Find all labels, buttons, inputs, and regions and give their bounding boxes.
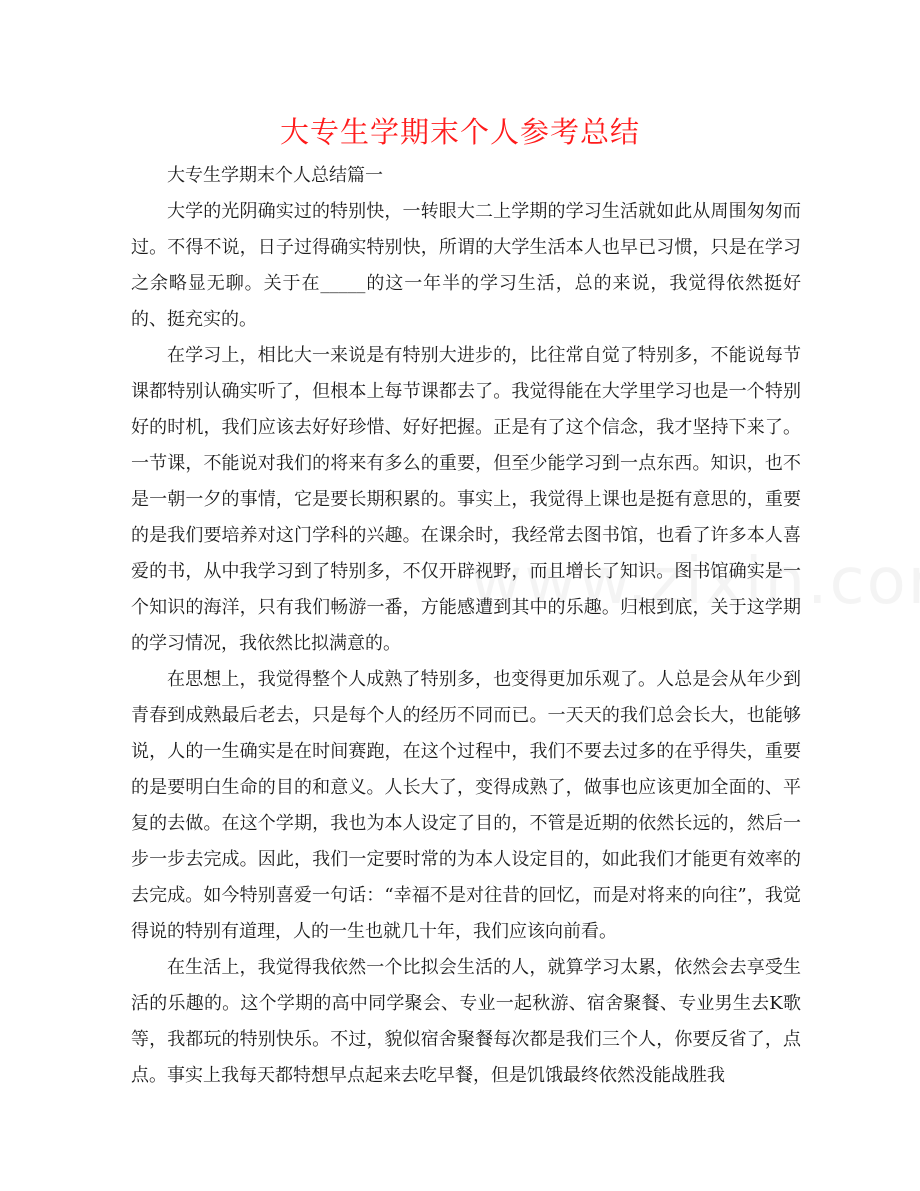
document-body bbox=[131, 158, 801, 1094]
paragraph: 在生活上，我觉得我依然一个比拟会生活的人，就算学习太累，依然会去享受生活的乐趣的。这个学期的高中同学聚会、专业一起秋游、宿舍聚餐、专业男生去K歌等，我都玩的特别快乐。不过，貌似宿舍聚餐每次都是我们三个人，你要反省了，点点。事实上我每天都特想早点起来去吃早餐，但是饥饿最终依然没能战胜我 bbox=[131, 957, 801, 1086]
paragraph: 在学习上，相比大一来说是有特别大进步的，比往常自觉了特别多，不能说每节课都特别认确实听了，但根本上每节课都去了。我觉得能在大学里学习也是一个特别好的时机，我们应该去好好珍惜、好好把握。正是有了这个信念，我才坚持下来了。一节课，不能说对我们的将来有多么的重要，但至少能学习到一点东西。知识，也不是一朝一夕的事情，它是要长期积累的。事实上，我觉得上课也是挺有意思的，重要的是我们要培养对这门学科的兴趣。在课余时，我经常去图书馆，也看了许多本人喜爱的书，从中我学习到了特别多，不仅开辟视野，而且增长了知识。图书馆确实是一个知识的海洋，只有我们畅游一番，方能感遭到其中的乐趣。归根到底，关于这学期的学习情况，我依然比拟满意的。 bbox=[131, 345, 801, 654]
paragraph: 在思想上，我觉得整个人成熟了特别多，也变得更加乐观了。人总是会从年少到青春到成熟最后老去，只是每个人的经历不同而已。一天天的我们总会长大，也能够说，人的一生确实是在时间赛跑，在这个过程中，我们不要去过多的在乎得失，重要的是要明白生命的目的和意义。人长大了，变得成熟了，做事也应该更加全面的、平复的去做。在这个学期，我也为本人设定了目的，不管是近期的依然长远的，然后一步一步去完成。因此，我们一定要时常的为本人设定目的，如此我们才能更有效率的去完成。如今特别喜爱一句话：“幸福不是对往昔的回忆，而是对将来的向往”，我觉得说的特别有道理，人的一生也就几十年，我们应该向前看。 bbox=[131, 669, 801, 942]
document-title: 大专生学期末个人参考总结 bbox=[279, 115, 640, 149]
section-heading: 大专生学期末个人总结篇一 bbox=[167, 165, 383, 186]
paragraph: 大学的光阴确实过的特别快，一转眼大二上学期的学习生活就如此从周围匆匆而过。不得不说，日子过得确实特别快，所谓的大学生活本人也早已习惯，只是在学习之余略显无聊。关于在_____的这一年半的学习生活，总的来说，我觉得依然挺好的、挺充实的。 bbox=[131, 201, 801, 330]
